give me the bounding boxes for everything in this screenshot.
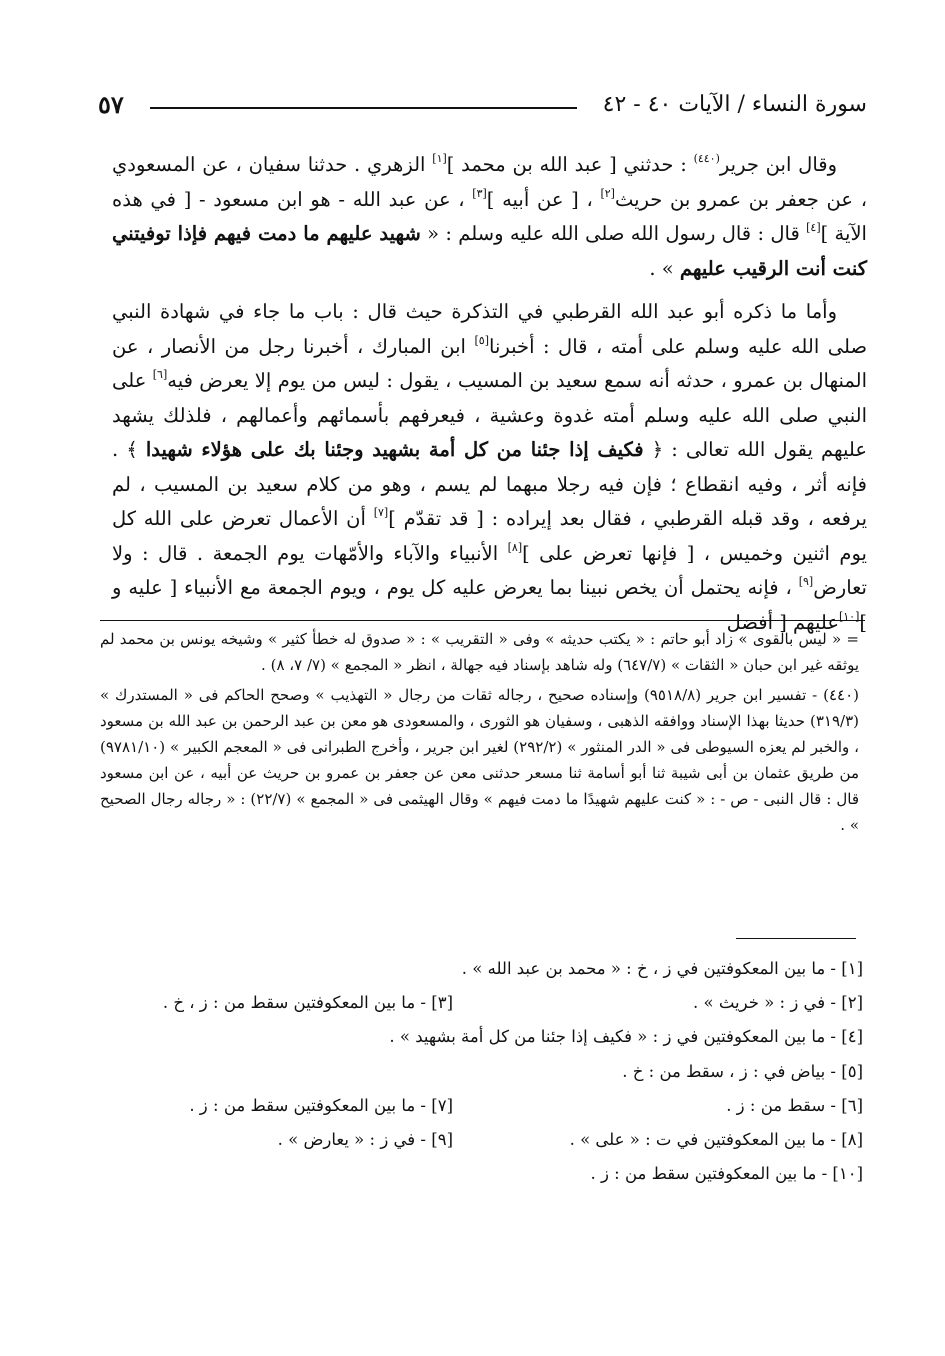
- variant-ref: [٩]: [798, 575, 814, 588]
- variant-8: [٨] - ما بين المعكوفتين في ت : « على » .: [569, 1130, 863, 1150]
- variant-ref: [٣]: [472, 186, 487, 200]
- variant-row: [110, 1157, 863, 1191]
- variant-row: [110, 1123, 863, 1157]
- variant-row: [110, 986, 863, 1020]
- variant-1: [١] - ما بين المعكوفتين في ز ، خ : « محمد بن عبد الله » .: [461, 959, 863, 978]
- variant-row: [110, 1089, 863, 1123]
- surah-title: سورة النساء / الآيات ٤٠ - ٤٢: [602, 91, 867, 117]
- hadith-text: شهيد عليهم ما دمت فيهم فإذا توفيتني كنت أنت الرقيب عليهم: [112, 222, 867, 280]
- variant-6: [٦] - سقط من : ز .: [726, 1095, 863, 1115]
- variant-ref: [٥]: [474, 333, 489, 347]
- footnotes-separator: [100, 620, 865, 621]
- page-number: ٥٧: [98, 89, 124, 119]
- variant-5: [٥] - بياض في : ز ، سقط من : خ .: [622, 1061, 863, 1081]
- variant-ref: [١]: [432, 152, 447, 165]
- variant-row: [110, 1055, 863, 1089]
- variant-ref: [١٠]: [838, 609, 860, 623]
- header-rule: [150, 107, 577, 109]
- variant-ref: [٤]: [806, 221, 821, 234]
- variant-ref: [٢]: [600, 186, 615, 200]
- variant-ref: [٦]: [152, 368, 168, 381]
- main-text: [112, 148, 867, 649]
- variant-10: [١٠] - ما بين المعكوفتين سقط من : ز .: [590, 1164, 863, 1184]
- quran-verse: فكيف إذا جئنا من كل أمة بشهيد وجئنا بك على هؤلاء شهيدا: [145, 438, 644, 461]
- variant-3: [٣] - ما بين المعكوفتين سقط من : ز ، خ .: [162, 993, 453, 1013]
- footnote-440: (٤٤٠) - تفسير ابن جرير (٩٥١٨/٨) وإسناده صحيح ، رجاله ثقات من رجال « التهذيب » وصحح الحاكم فى « المستدرك » (٣١٩/٣) حديثا بهذا الإسناد ووافقه الذهبى ، وسفيان هو الثورى ، والمسعودى هو معن بن عبد الرحمن بن عبد الله بن مسعود ، والخبر لم يعزه السيوطى فى « الدر المنثور » (٢٩٢/٢) لغير ابن جرير ، وأخرج الطبرانى فى « المعجم الكبير » (٩٧٨١/١٠) من طريق عثمان بن أبى شيبة ثنا أبو أسامة ثنا مسعر حدثنى معن عن جعفر بن عمرو بن حريث عن أبيه ، عن ابن مسعود قال : قال النبى - ص - : « كنت عليهم شهيدًا ما دمت فيهم » وقال الهيثمى فى « المجمع » (٢٢/٧) : « رجاله رجال الصحيح » .: [100, 686, 859, 834]
- note-ref: (٤٤٠): [693, 152, 720, 165]
- footnotes: [100, 626, 859, 842]
- variant-9: [٩] - في ز : « يعارض » .: [277, 1130, 453, 1150]
- variants-separator: [736, 938, 856, 939]
- page-header: [98, 84, 867, 124]
- variant-2: [٢] - في ز : « خريث » .: [693, 993, 863, 1013]
- paragraph-qurtubi: وأما ما ذكره أبو عبد الله القرطبي في التذكرة حيث قال : باب ما جاء في شهادة النبي صلى الله عليه وسلم على أمته ، قال : أخبرنا[٥] ابن المبارك ، أخبرنا رجل من الأنصار ، عن المنهال بن عمرو ، حدثه أنه سمع سعيد بن المسيب ، يقول : ليس من يوم إلا يعرض فيه[٦] على النبي صلى الله عليه وسلم أمته غدوة وعشية ، فيعرفهم بأسمائهم وأعمالهم ، فلذلك يشهد عليهم يقول الله تعالى : ﴿ فكيف إذا جئنا من كل أمة بشهيد وجئنا بك على هؤلاء شهيدا ﴾ . فإنه أثر ، وفيه انقطاع ؛ فإن فيه رجلا مبهما لم يسم ، وهو من كلام سعيد بن المسيب ، لم يرفعه ، وقد قبله القرطبي ، فقال بعد إيراده : [ قد تقدّم ][٧] أن الأعمال تعرض على الله كل يوم اثنين وخميس ، [ فإنها تعرض على ][٨] الأنبياء والآباء والأمّهات يوم الجمعة . قال : ولا تعارض[٩] ، فإنه يحتمل أن يخص نبينا بما يعرض عليه كل يوم ، ويوم الجمعة مع الأنبياء [ عليه و ][١٠]عليهم [ أفضل: [112, 300, 868, 634]
- variant-ref: [٧]: [373, 506, 389, 519]
- variant-row: [110, 952, 863, 986]
- variant-ref: [٨]: [507, 540, 523, 554]
- footnote-continued: = « ليس بالقوى » زاد أبو حاتم : « يكتب حديثه » وفى « التقريب » : « صدوق له خطأ كثير » وشيخه يونس بن محمد لم يوثقه غير ابن حبان « الثقات » (٦٤٧/٧) وله شاهد بإسناد فيه جهالة ، انظر « المجمع » (٧/ ٧، ٨) .: [100, 630, 859, 674]
- variant-readings: [110, 952, 863, 1191]
- variant-4: [٤] - ما بين المعكوفتين في ز : « فكيف إذا جئنا من كل أمة بشهيد » .: [389, 1027, 863, 1047]
- paragraph-ibn-jarir: وقال ابن جرير$^{(٤٤٠)}$ : حدثني [ عبد الله بن محمد ][١] الزهري . حدثنا سفيان ، عن المسعودي ، عن جعفر بن عمرو بن حريث[٢] ، [ عن أبيه ][٣] ، عن عبد الله - هو ابن مسعود - [ في هذه الآية ][٤] قال : قال رسول الله صلى الله عليه وسلم : « شهيد عليهم ما دمت فيهم فإذا توفيتني كنت أنت الرقيب عليهم » .: [112, 152, 868, 280]
- variant-row: [110, 1020, 863, 1054]
- variant-7: [٧] - ما بين المعكوفتين سقط من : ز .: [189, 1095, 453, 1115]
